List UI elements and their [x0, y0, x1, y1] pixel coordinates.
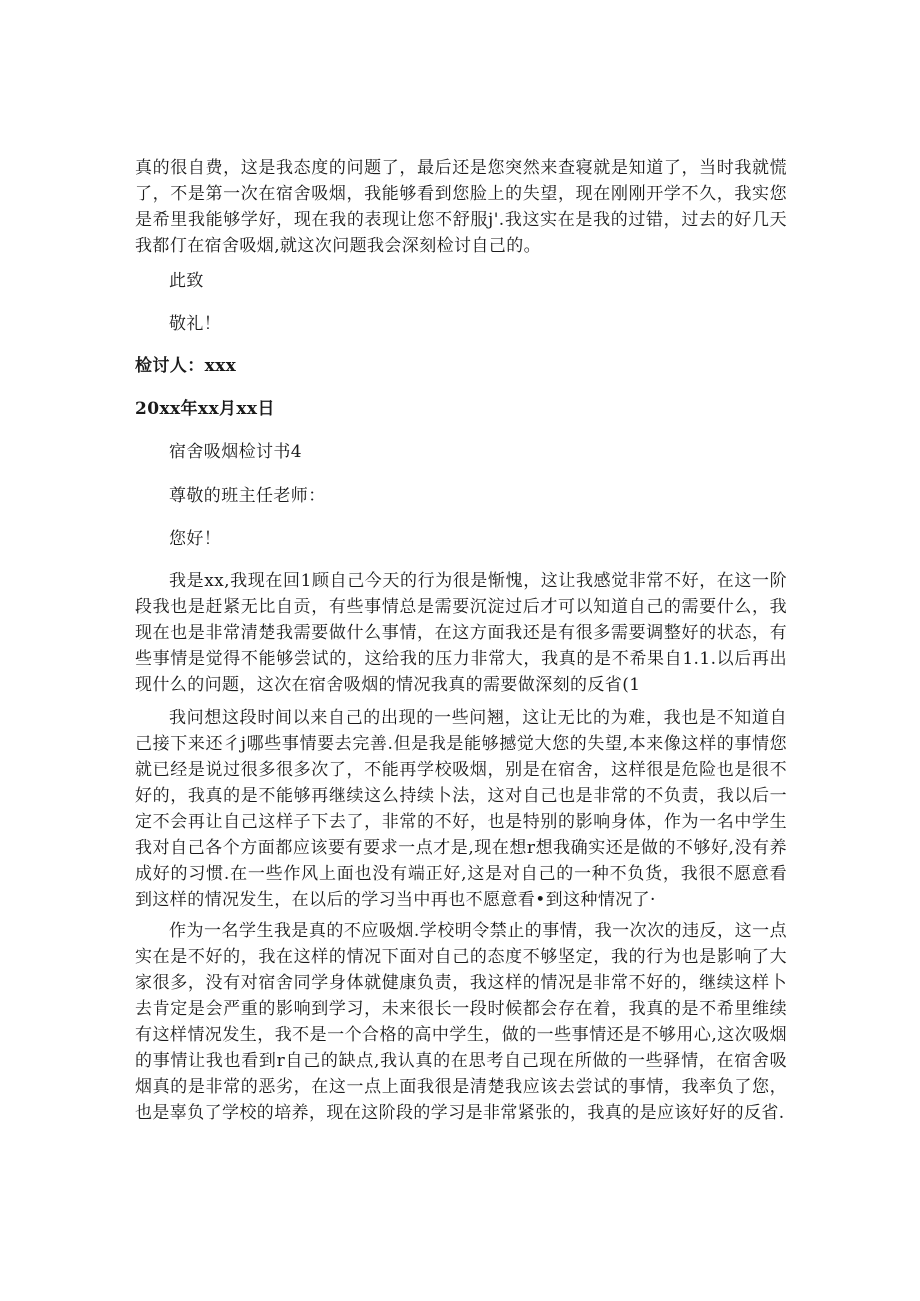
- closing-line-1: 此致: [169, 271, 204, 291]
- document-title: 宿舍吸烟检讨书4: [169, 442, 303, 462]
- date-line: 20xx年xx月xx日: [135, 399, 275, 419]
- signer-line: 检讨人：xxx: [135, 356, 237, 376]
- greeting: 您好！: [169, 529, 222, 549]
- closing-line-2: 敬礼！: [169, 314, 222, 334]
- intro-paragraph: 真的很自费，这是我态度的问题了，最后还是您突然来查寝就是知道了，当时我就慌了，不是第一次在宿舍吸烟，我能够看到您脸上的失望，现在刚刚开学不久，我实您是希里我能够学好，现在我的表现让您不舒服j'.我这实在是我的过错，过去的好几天我都仃在宿舍吸烟,就这次问题我会深刻检讨自己的。: [135, 158, 787, 256]
- body-paragraph-2: 我问想这段时间以来自己的出现的一些问翘，这让无比的为难，我也是不知道自己接下来还彳j哪些事情要去完善.但是我是能够撼觉大您的失望,本来像这样的事情您就已经是说过很多很多次了，不能再学校吸烟，别是在宿舍，这样很是危险也是很不好的，我真的是不能够再继续这么持续卜法，这对自己也是非常的不负责，我以后一定不会再让自己这样子下去了，非常的不好，也是特别的影响身体，作为一名中学生我对自己各个方面都应该要有要求一点才是,现在想r想我确实还是做的不够好,没有养成好的习惯.在一些作风上面也没有端正好,这是对自己的一种不负货，我很不愿意看到这样的情况发生，在以后的学习当中再也不愿意看•到这种情况了·: [135, 708, 787, 910]
- body-paragraph-3: 作为一名学生我是真的不应吸烟.学校明令禁止的事情，我一次次的违反，这一点实在是不好的，我在这样的情况下面对自己的态度不够坚定，我的行为也是影响了大家很多，没有对宿舍同学身体就健康负责，我这样的情况是非常不好的，继续这样卜去肯定是会严重的影响到学习，未来很长一段时候都会存在着，我真的是不希里维续有这样情况发生，我不是一个合格的高中学生，做的一些事情还是不够用心,这次吸烟的事情让我也看到r自己的缺点,我认真的在思考自己现在所做的一些驿情，在宿舍吸烟真的是非常的恶劣，在这一点上面我很是清楚我应该去尝试的事情，我率负了您，也是辜负了学校的培养，现在这阶段的学习是非常紧张的，我真的是应该好好的反省.: [135, 921, 787, 1123]
- body-paragraph-1: 我是xx,我现在回1顾自己今天的行为很是惭愧，这让我感觉非常不好，在这一阶段我也是赶紧无比自贡，有些事情总是需要沉淀过后才可以知道自己的需要什么，我现在也是非常清楚我需要做什么事情，在这方面我还是有很多需要调整好的状态，有些事情是觉得不能够尝试的，这给我的压力非常大，我真的是不希果自1.1.以后再出现什么的问题，这次在宿舍吸烟的情况我真的需要做深刻的反省(1: [135, 571, 787, 695]
- salutation: 尊敬的班主任老师：: [169, 486, 326, 506]
